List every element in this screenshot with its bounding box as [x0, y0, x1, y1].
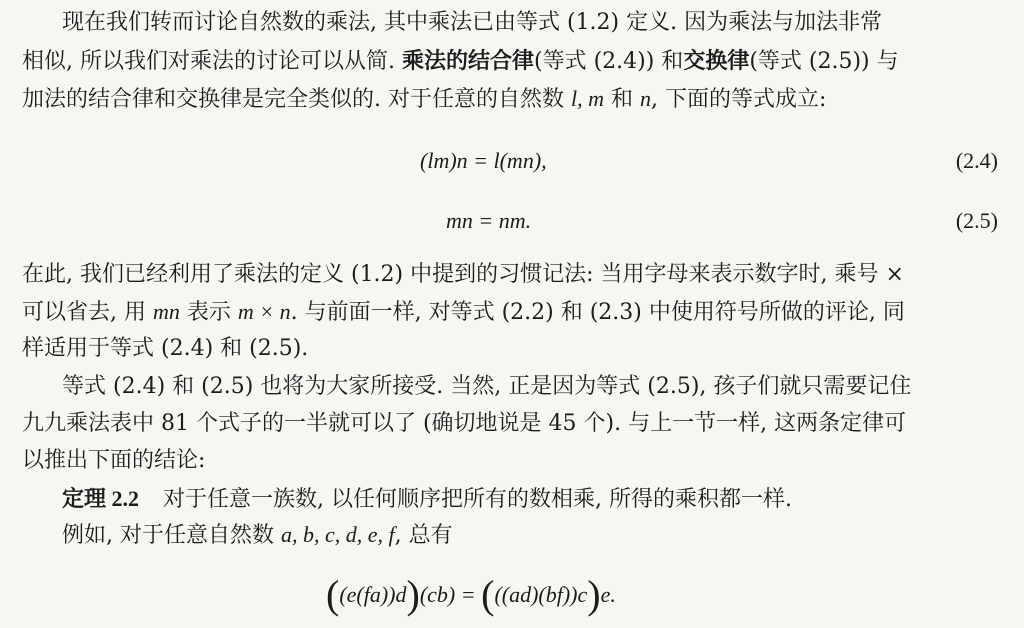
theorem-text: 对于任意一族数, 以任何顺序把所有的数相乘, 所得的乘积都一样.: [163, 487, 792, 512]
paragraph2-line1: 在此, 我们已经利用了乘法的定义 (1.2) 中提到的习惯记法: 当用字母来表示数字时, 乘号 ×: [22, 262, 904, 287]
equation-2-4-body: (lm)n = l(mn),: [420, 148, 547, 173]
final-right-tail: e.: [600, 582, 616, 607]
paragraph2-line2: [22, 297, 905, 328]
variable-n: n: [639, 86, 651, 111]
commutative-law-term: 交换律: [683, 48, 750, 74]
paragraph2-line2-text-c: . 与前面一样, 对等式 (2.2) 和 (2.3) 中使用符号所做的评论, 同: [290, 300, 905, 325]
paragraph1-line2-text-c: (等式 (2.5)) 与: [749, 49, 899, 74]
left-close-paren: ): [406, 572, 420, 617]
example-text-a: 例如, 对于任意自然数: [62, 523, 281, 548]
associative-law-term: 乘法的结合律: [401, 48, 534, 74]
right-open-paren: (: [481, 572, 495, 617]
final-left-tail: (cb) =: [419, 582, 482, 607]
paragraph1-line3-text-a: 加法的结合律和交换律是完全类似的. 对于任意的自然数: [22, 87, 571, 112]
final-left-inner: (e(fa))d: [339, 582, 407, 607]
right-close-paren: ): [587, 572, 601, 617]
variables-lm: l, m: [570, 86, 604, 111]
paragraph1-line3-text-b: 和: [603, 87, 640, 112]
expression-m-times-n: m × n: [237, 299, 291, 324]
paragraph3-line1: 等式 (2.4) 和 (2.5) 也将为大家所接受. 当然, 正是因为等式 (2.5), 孩子们就只需要记住: [62, 374, 912, 399]
paragraph3-line2: 九九乘法表中 81 个式子的一半就可以了 (确切地说是 45 个). 与上一节一样, 这两条定律可: [22, 411, 907, 436]
paragraph1-line2: [22, 46, 899, 77]
paragraph1-line3: [22, 84, 826, 115]
equation-2-5-number: (2.5): [955, 208, 998, 233]
final-equation-body: [326, 572, 616, 617]
final-right-inner: ((ad)(bf))c: [494, 582, 588, 607]
equation-2-5-body: mn = nm.: [446, 208, 532, 233]
example-line: [62, 520, 453, 551]
paragraph3-line3: 以推出下面的结论:: [22, 448, 206, 473]
example-text-b: , 总有: [394, 523, 453, 548]
example-variables: a, b, c, d, e, f: [280, 522, 395, 547]
paragraph2-line2-text-b: 表示: [179, 300, 238, 325]
paragraph2-line3: 样适用于等式 (2.4) 和 (2.5).: [22, 336, 309, 361]
paragraph1-line3-text-c: , 下面的等式成立:: [650, 87, 827, 112]
paragraph1-line1: 现在我们转而讨论自然数的乘法, 其中乘法已由等式 (1.2) 定义. 因为乘法与加法非常: [62, 10, 883, 35]
left-open-paren: (: [326, 572, 340, 617]
theorem-label: 定理 2.2: [62, 486, 140, 511]
paragraph1-line2-text-a: 相似, 所以我们对乘法的讨论可以从简.: [22, 49, 402, 74]
theorem-2-2: [62, 484, 792, 515]
equation-2-4-number: (2.4): [955, 148, 998, 173]
paragraph2-line2-text-a: 可以省去, 用: [22, 300, 153, 325]
expression-mn: mn: [152, 299, 180, 324]
paragraph1-line2-text-b: (等式 (2.4)) 和: [534, 49, 684, 74]
